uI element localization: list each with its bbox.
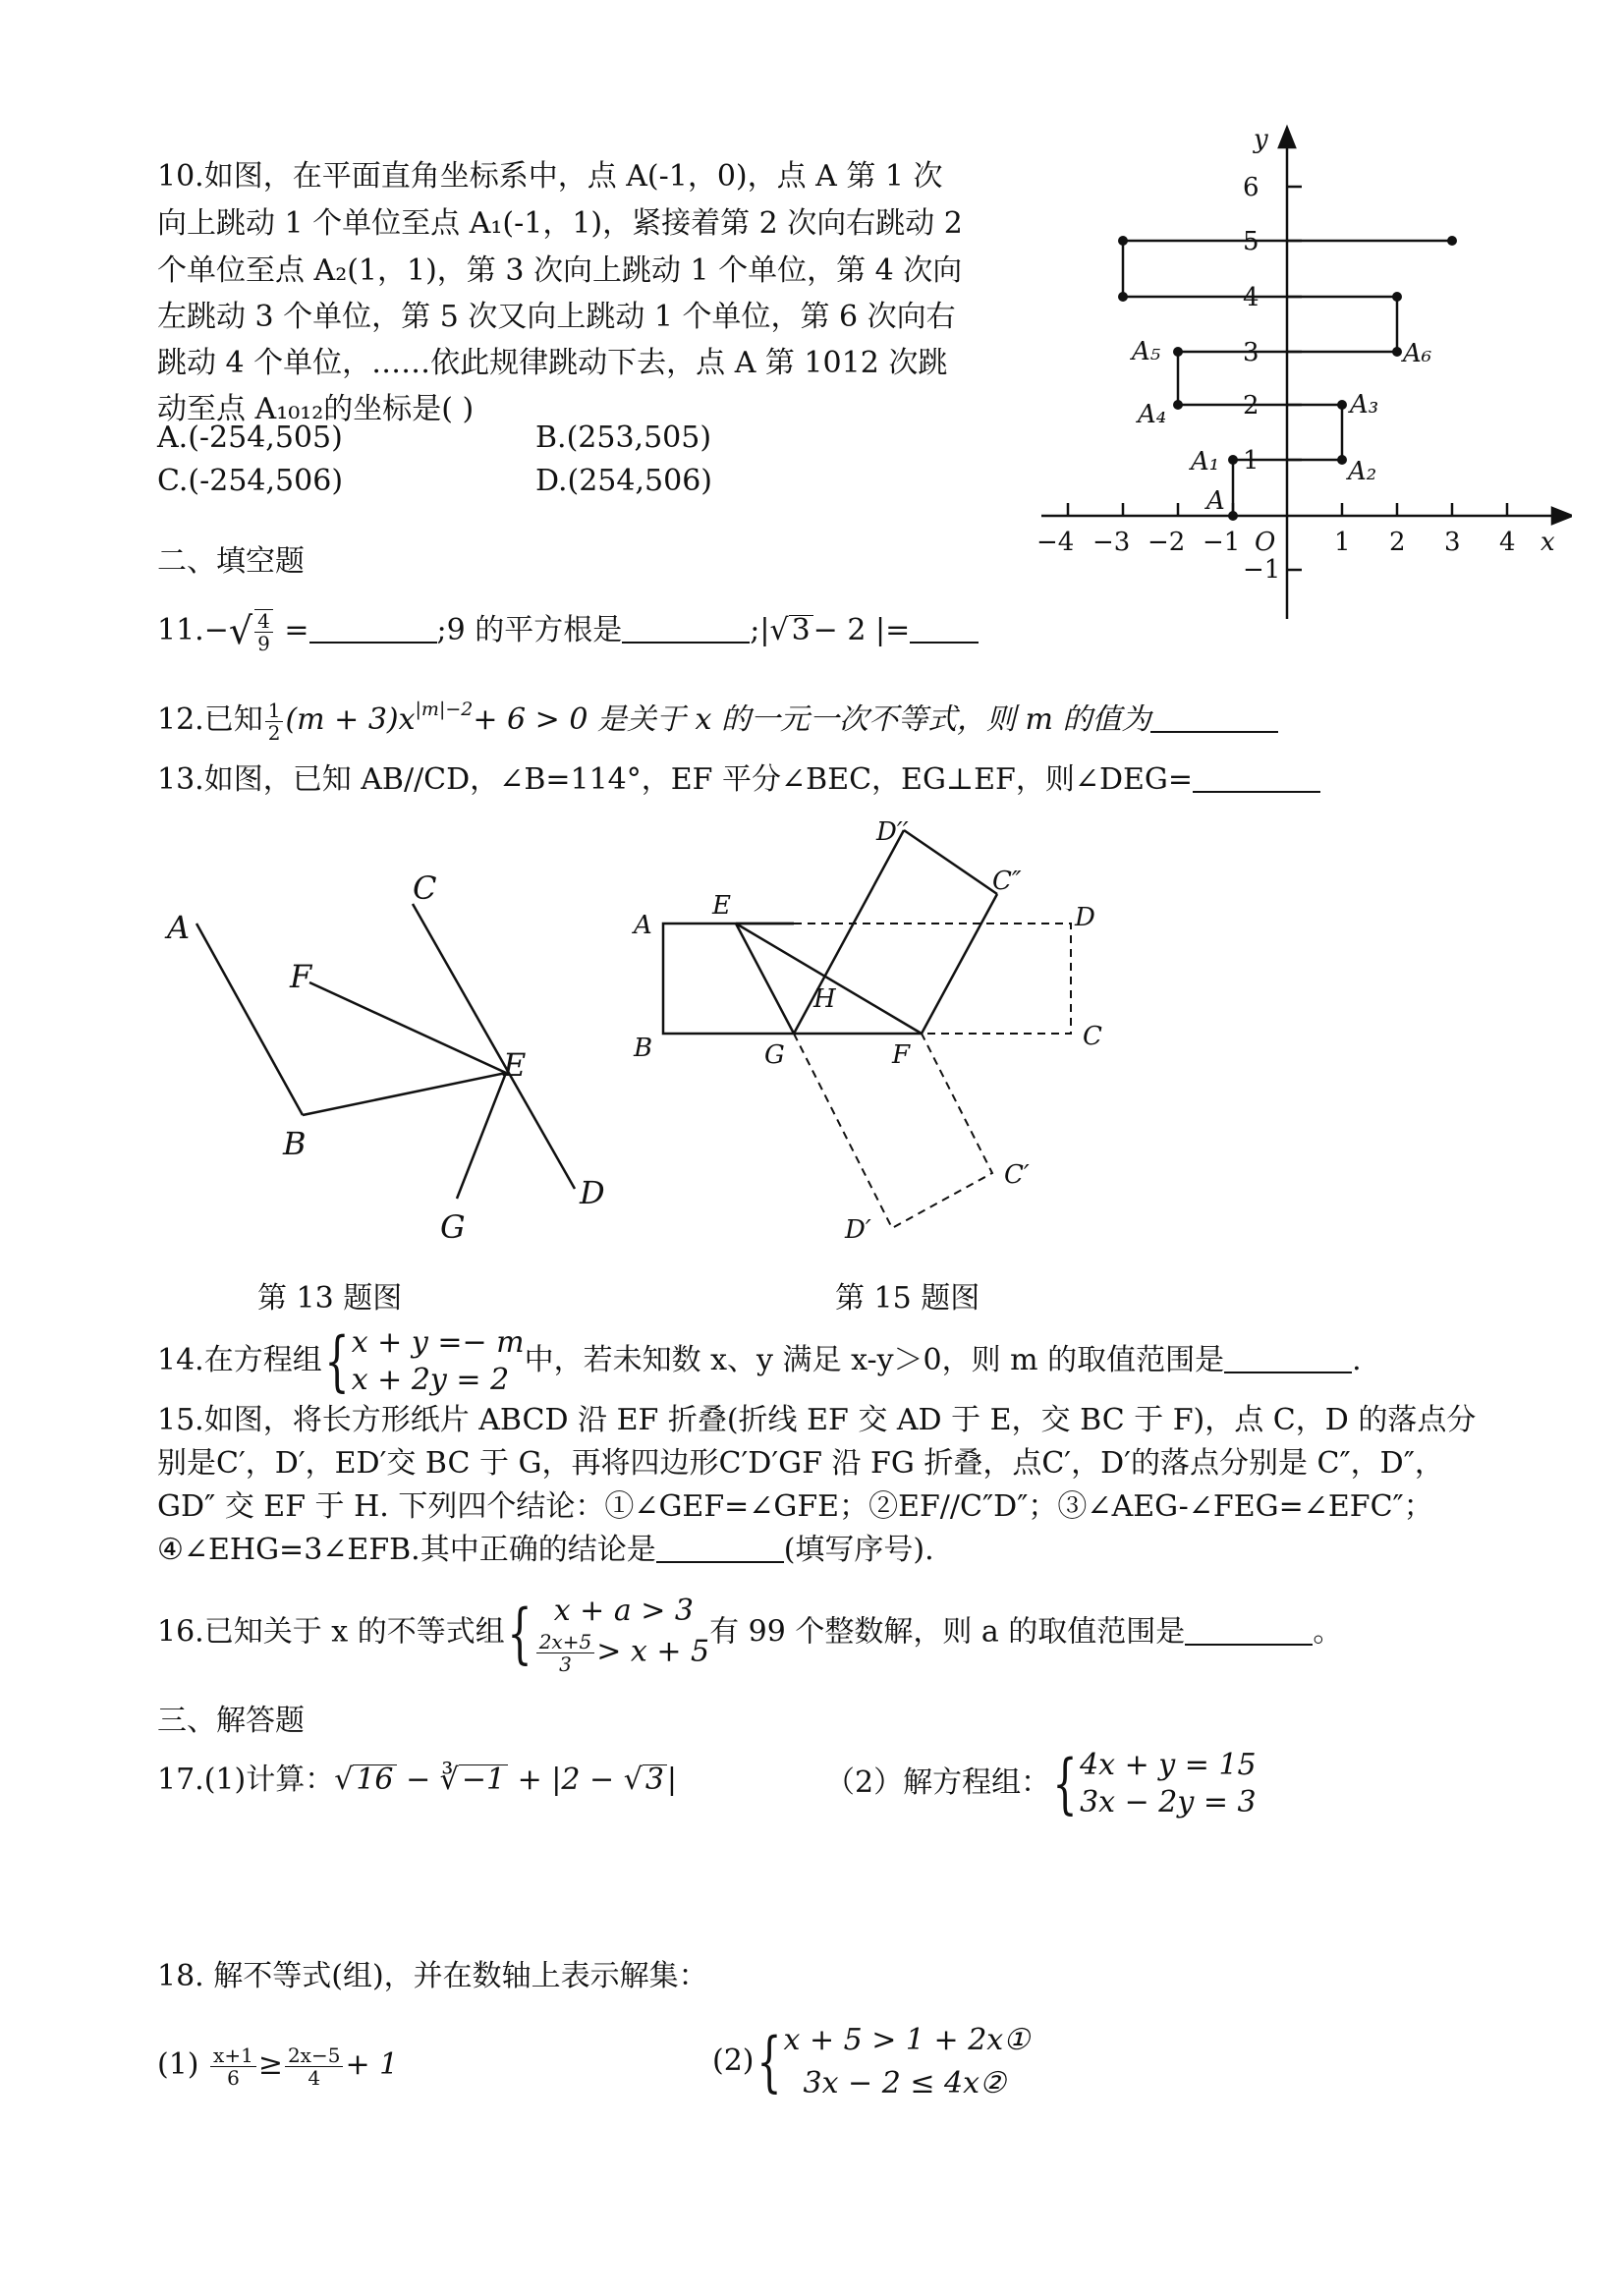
fig15-caption: 第 15 题图 xyxy=(835,1281,980,1316)
fig15-label-d-dprime: D′′ xyxy=(876,817,909,847)
fig13-label-c: C xyxy=(413,869,437,907)
fig13-caption: 第 13 题图 xyxy=(257,1281,403,1316)
graph-x-label: x xyxy=(1540,528,1555,557)
graph-y-tick-1: 1 xyxy=(1243,446,1259,476)
q10-option-b: B.(253,505) xyxy=(535,420,712,455)
fig13-label-d: D xyxy=(580,1174,605,1211)
fig13-label-f: F xyxy=(290,958,312,995)
graph-x-tick-2: 2 xyxy=(1389,528,1406,557)
graph-y-tick-2: 2 xyxy=(1243,391,1259,420)
q18-part-1: (1) $\frac{x+1}{6}$ ≥ $\frac{2x-5}{4}$ + 1 xyxy=(157,2043,399,2090)
q18-part-2: (2){ x + 5 > 1 + 2x① 3x − 2 ≤ 4x② xyxy=(712,2023,1031,2100)
q10-line-1: 10.如图，在平面直角坐标系中，点 A(-1，0)，点 A 第 1 次 xyxy=(157,159,943,194)
graph-x-tick-neg1: −1 xyxy=(1203,528,1241,557)
fig15-label-c-prime: C′ xyxy=(1004,1160,1030,1190)
q16: 16.已知关于 x 的不等式组{ x + a > 3 $\frac{2x+5}{3}$ > x + 5 有 99 个整数解，则 a 的取值范围是 。 xyxy=(157,1594,1343,1676)
fig15-label-b: B xyxy=(634,1034,653,1063)
graph-point-a6: A₆ xyxy=(1403,339,1432,368)
fig13-label-e: E xyxy=(503,1046,527,1084)
q13: 13.如图，已知 AB//CD，∠B=114°，EF 平分∠BEC，EG⊥EF，则∠DEG= xyxy=(157,758,1320,802)
q10-line-6: 动至点 A₁₀₁₂的坐标是( ) xyxy=(157,392,475,426)
q17-part-2: （2）解方程组：{ 4x + y = 15 3x − 2y = 3 xyxy=(825,1746,1257,1821)
fig13-label-a: A xyxy=(167,909,191,946)
q11: 11.−√ $\frac{4}{9}$ = ;9 的平方根是 ;|√ 3 − 2 |= xyxy=(157,609,979,654)
fig15-label-d: D xyxy=(1075,903,1095,932)
q10-coordinate-graph xyxy=(1022,118,1572,629)
graph-origin: O xyxy=(1255,528,1276,557)
fig15-label-h: H xyxy=(813,984,836,1014)
q10-line-4: 左跳动 3 个单位，第 5 次又向上跳动 1 个单位，第 6 次向右 xyxy=(157,300,956,334)
fig13-label-g: G xyxy=(440,1208,466,1246)
graph-point-a5: A₅ xyxy=(1132,337,1161,366)
figure-15 xyxy=(619,815,1130,1258)
graph-x-tick-1: 1 xyxy=(1334,528,1351,557)
q14: 14.在方程组{ x + y =− m x + 2y = 2 中，若未知数 x、y 满足 x-y＞0，则 m 的取值范围是 . xyxy=(157,1323,1362,1399)
section-3-heading: 三、解答题 xyxy=(157,1704,305,1738)
q17-part-1: 17.(1)计算：√ 16 − ∛ −1 + |2 − √ 3 | xyxy=(157,1763,678,1797)
fig15-label-f: F xyxy=(892,1040,911,1070)
q15-line-1: 15.如图，将长方形纸片 ABCD 沿 EF 折叠(折线 EF 交 AD 于 E，交 BC 于 F)，点 C，D 的落点分 xyxy=(157,1403,1477,1437)
fig15-label-d-prime: D′ xyxy=(845,1215,871,1245)
graph-x-tick-4: 4 xyxy=(1499,528,1516,557)
graph-x-tick-neg2: −2 xyxy=(1147,528,1186,557)
q10-option-c: C.(-254,506) xyxy=(157,464,344,498)
graph-point-a: A xyxy=(1206,486,1225,516)
q15-line-4: ④∠EHG=3∠EFB.其中正确的结论是 (填写序号). xyxy=(157,1533,934,1567)
q18-title: 18. 解不等式(组)，并在数轴上表示解集： xyxy=(157,1959,708,1993)
graph-point-a2: A₂ xyxy=(1348,457,1377,486)
graph-y-tick-4: 4 xyxy=(1243,283,1259,312)
q10-line-5: 跳动 4 个单位，……依此规律跳动下去，点 A 第 1012 次跳 xyxy=(157,346,948,380)
q10-option-a: A.(-254,505) xyxy=(157,420,343,455)
figure-13 xyxy=(147,865,639,1258)
q10-option-d: D.(254,506) xyxy=(535,464,712,498)
graph-y-tick-6: 6 xyxy=(1243,173,1259,202)
graph-x-tick-neg4: −4 xyxy=(1036,528,1075,557)
fig13-label-b: B xyxy=(283,1125,307,1162)
graph-y-tick-5: 5 xyxy=(1243,227,1259,256)
graph-y-label: y xyxy=(1254,125,1268,154)
graph-x-tick-neg3: −3 xyxy=(1092,528,1131,557)
fig15-label-e: E xyxy=(712,891,731,921)
q15-line-3: GD″ 交 EF 于 H. 下列四个结论：①∠GEF=∠GFE；②EF//C″D″；③∠AEG-∠FEG=∠EFC″； xyxy=(157,1489,1433,1524)
q15-line-2: 别是C′，D′，ED′交 BC 于 G，再将四边形C′D′GF 沿 FG 折叠，点C′，D′的落点分别是 C″，D″， xyxy=(157,1446,1444,1481)
q10-line-3: 个单位至点 A₂(1，1)，第 3 次向上跳动 1 个单位，第 4 次向 xyxy=(157,253,963,288)
graph-x-tick-3: 3 xyxy=(1444,528,1461,557)
fig15-label-c: C xyxy=(1083,1022,1102,1051)
fig15-label-g: G xyxy=(764,1040,785,1070)
graph-point-a4: A₄ xyxy=(1138,400,1167,429)
graph-y-tick-3: 3 xyxy=(1243,338,1259,367)
fig15-label-a: A xyxy=(634,911,652,940)
fig15-label-c-dprime: C″ xyxy=(992,867,1022,896)
q12: 12.已知 $\frac{1}{2}$ $(m + 3)x^{|m|-2}+ 6 > 0$ 是关于 x 的一元一次不等式，则 m 的值为 xyxy=(157,688,1278,744)
graph-point-a3: A₃ xyxy=(1350,390,1379,420)
section-2-heading: 二、填空题 xyxy=(157,544,305,579)
q10-line-2: 向上跳动 1 个单位至点 A₁(-1，1)，紧接着第 2 次向右跳动 2 xyxy=(157,206,963,241)
graph-y-tick-neg1: −1 xyxy=(1243,555,1281,585)
graph-point-a1: A₁ xyxy=(1191,447,1220,476)
